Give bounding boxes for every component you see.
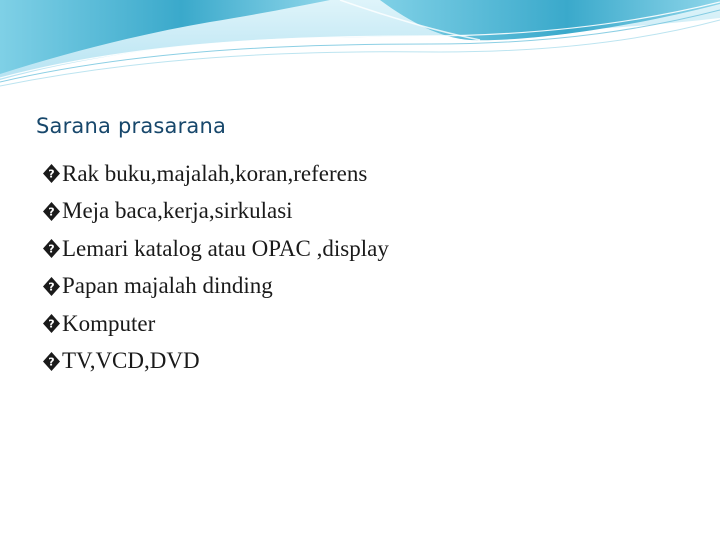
bullet-list	[42, 155, 389, 380]
slide-title: Sarana prasarana	[36, 114, 227, 138]
list-item-text: Rak buku,majalah,koran,referens	[62, 160, 368, 186]
list-item-text: Meja baca,kerja,sirkulasi	[62, 198, 293, 224]
replacement-character-icon	[42, 351, 61, 372]
list-item-text: Papan majalah dinding	[62, 273, 273, 299]
list-item	[42, 268, 389, 306]
list-item	[42, 230, 389, 268]
svg-text:?: ?	[48, 280, 55, 294]
list-item	[42, 155, 389, 193]
replacement-character-icon	[42, 313, 61, 334]
svg-text:?: ?	[48, 355, 55, 369]
list-item	[42, 343, 389, 381]
list-item	[42, 193, 389, 231]
svg-text:?: ?	[48, 205, 55, 219]
replacement-character-icon	[42, 201, 61, 222]
list-item-text: Komputer	[62, 310, 156, 336]
replacement-character-icon	[42, 276, 61, 297]
list-item-text: Lemari katalog atau OPAC ,display	[62, 235, 389, 261]
list-item	[42, 305, 389, 343]
svg-text:?: ?	[48, 242, 55, 256]
header-wave-decoration	[0, 0, 720, 90]
svg-text:?: ?	[48, 167, 55, 181]
replacement-character-icon	[42, 238, 61, 259]
list-item-text: TV,VCD,DVD	[62, 348, 200, 374]
replacement-character-icon	[42, 163, 61, 184]
svg-text:?: ?	[48, 317, 55, 331]
